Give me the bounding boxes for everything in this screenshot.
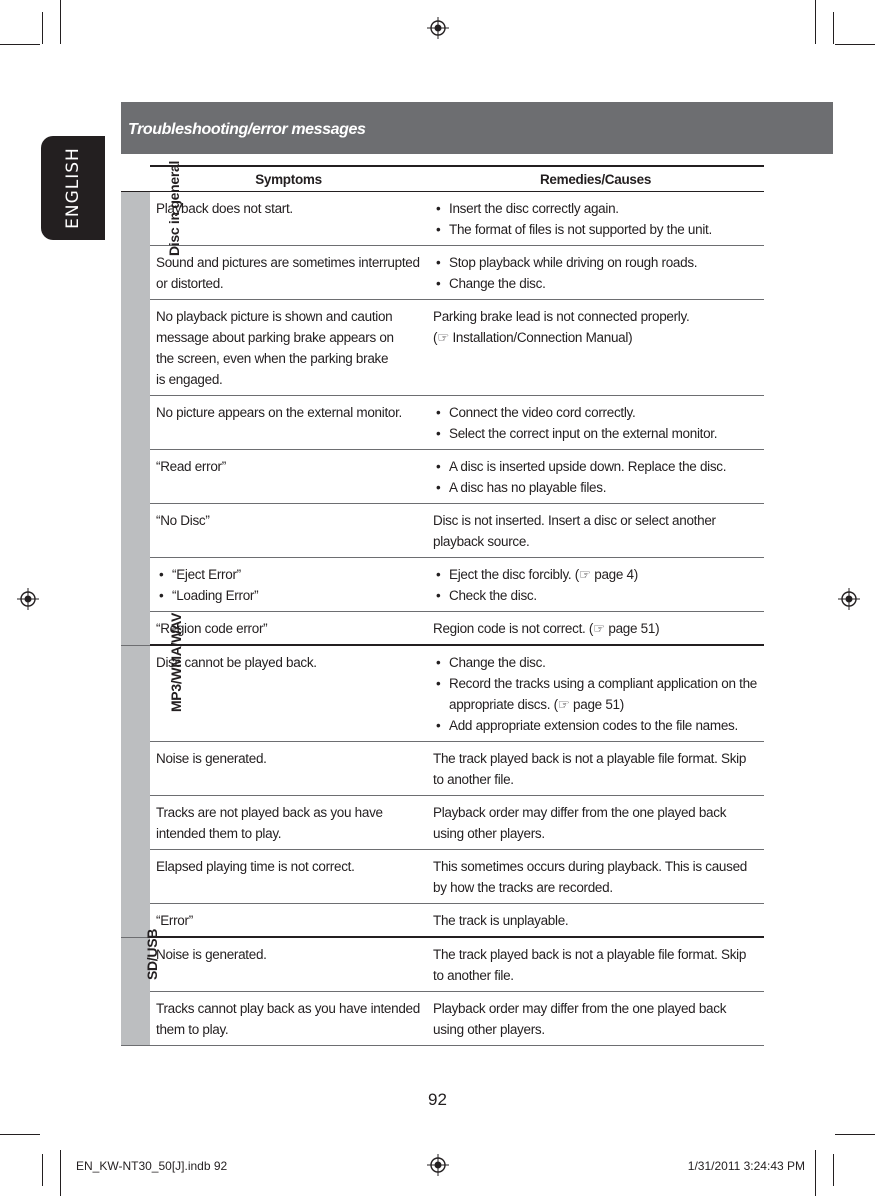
remedy-cell <box>427 558 764 612</box>
crop-mark <box>0 1134 40 1135</box>
table-row <box>121 246 764 300</box>
page-number: 92 <box>428 1090 447 1109</box>
crop-mark <box>835 1134 875 1135</box>
table-row <box>121 504 764 558</box>
table-header-row <box>121 166 764 192</box>
registration-mark-icon <box>427 1154 449 1176</box>
section-title: Troubleshooting/error messages <box>128 121 366 138</box>
section-label-mp3-wma-wav: MP3/WMA/WAV <box>121 645 150 937</box>
crop-mark <box>60 0 61 44</box>
remedy-item: • A disc has no playable files. <box>433 477 758 498</box>
remedy-cell: Disc is not inserted. Insert a disc or select another playback source. <box>427 504 764 558</box>
crop-mark <box>833 12 834 44</box>
symptom-cell: “Read error” <box>150 450 427 504</box>
registration-mark-icon <box>838 588 860 610</box>
section-label-disc-in-general: Disc in general <box>121 192 150 646</box>
table-row <box>121 396 764 450</box>
remedy-item: • Record the tracks using a compliant application on the appropriate discs. (☞ page 51) <box>433 673 758 715</box>
language-label: ENGLISH <box>63 147 83 229</box>
remedy-item: • Eject the disc forcibly. (☞ page 4) <box>433 564 758 585</box>
remedy-item: • Insert the disc correctly again. <box>433 198 758 219</box>
column-header-symptoms: Symptoms <box>150 166 427 192</box>
remedy-cell: The track is unplayable. <box>427 904 764 938</box>
symptom-cell: No picture appears on the external monitor. <box>150 396 427 450</box>
crop-mark <box>815 0 816 44</box>
remedy-item: • Select the correct input on the external monitor. <box>433 423 758 444</box>
remedy-item: • Stop playback while driving on rough roads. <box>433 252 758 273</box>
table-row <box>121 937 764 992</box>
crop-mark <box>42 1154 43 1186</box>
symptom-cell: Sound and pictures are sometimes interrupted or distorted. <box>150 246 427 300</box>
crop-mark <box>815 1150 816 1196</box>
language-tab <box>41 136 105 240</box>
remedy-cell: The track played back is not a playable file format. Skip to another file. <box>427 937 764 992</box>
registration-mark-icon <box>427 17 449 39</box>
footer-timestamp: 1/31/2011 3:24:43 PM <box>687 1159 805 1173</box>
symptom-cell <box>150 558 427 612</box>
remedy-item: • Connect the video cord correctly. <box>433 402 758 423</box>
remedy-text: Parking brake lead is not connected properly. <box>433 309 690 324</box>
table-row <box>121 904 764 938</box>
symptom-cell: No playback picture is shown and caution message about parking brake appears on the screen, even when the parking brake is engaged. <box>150 300 427 396</box>
remedy-item: • The format of files is not supported by the unit. <box>433 219 758 240</box>
crop-mark <box>42 12 43 44</box>
symptom-cell: Disc cannot be played back. <box>150 645 427 742</box>
remedy-item: • Change the disc. <box>433 273 758 294</box>
remedy-cell: This sometimes occurs during playback. This is caused by how the tracks are recorded. <box>427 850 764 904</box>
table-row <box>121 612 764 646</box>
section-header <box>121 102 833 154</box>
registration-mark-icon <box>17 588 39 610</box>
remedy-item: • A disc is inserted upside down. Replace the disc. <box>433 456 758 477</box>
symptom-cell: “Region code error” <box>150 612 427 646</box>
remedy-item: • Add appropriate extension codes to the file names. <box>433 715 758 736</box>
symptom-cell: Noise is generated. <box>150 742 427 796</box>
table-row <box>121 192 764 246</box>
table-row <box>121 796 764 850</box>
column-header-remedies: Remedies/Causes <box>427 166 764 192</box>
remedy-cell: The track played back is not a playable file format. Skip to another file. <box>427 742 764 796</box>
crop-mark <box>60 1150 61 1196</box>
remedy-cell <box>427 645 764 742</box>
troubleshooting-table <box>121 160 764 1046</box>
remedy-item: • Check the disc. <box>433 585 758 606</box>
table-row <box>121 742 764 796</box>
table-row <box>121 645 764 742</box>
symptom-cell: Noise is generated. <box>150 937 427 992</box>
symptom-item: • “Eject Error” <box>156 564 421 585</box>
symptom-cell: Elapsed playing time is not correct. <box>150 850 427 904</box>
symptom-cell: “Error” <box>150 904 427 938</box>
section-label-sd-usb: SD/USB <box>121 937 150 1046</box>
remedy-cell: Region code is not correct. (☞ page 51) <box>427 612 764 646</box>
remedy-reference: (☞ Installation/Connection Manual) <box>433 330 633 345</box>
remedy-cell <box>427 246 764 300</box>
header-spacer <box>121 166 150 192</box>
symptom-cell: Tracks are not played back as you have intended them to play. <box>150 796 427 850</box>
footer-file-name: EN_KW-NT30_50[J].indb 92 <box>76 1159 228 1173</box>
crop-mark <box>835 44 875 45</box>
remedy-cell <box>427 192 764 246</box>
remedy-cell: Playback order may differ from the one played back using other players. <box>427 992 764 1046</box>
table-row <box>121 992 764 1046</box>
remedy-cell <box>427 300 764 396</box>
table-row <box>121 850 764 904</box>
remedy-cell <box>427 396 764 450</box>
remedy-cell: Playback order may differ from the one played back using other players. <box>427 796 764 850</box>
table-row <box>121 558 764 612</box>
remedy-item: • Change the disc. <box>433 652 758 673</box>
table-row <box>121 450 764 504</box>
symptom-cell: “No Disc” <box>150 504 427 558</box>
crop-mark <box>0 44 40 45</box>
symptom-item: • “Loading Error” <box>156 585 421 606</box>
symptom-cell: Playback does not start. <box>150 192 427 246</box>
symptom-cell: Tracks cannot play back as you have intended them to play. <box>150 992 427 1046</box>
table-row <box>121 300 764 396</box>
remedy-cell <box>427 450 764 504</box>
crop-mark <box>833 1154 834 1186</box>
